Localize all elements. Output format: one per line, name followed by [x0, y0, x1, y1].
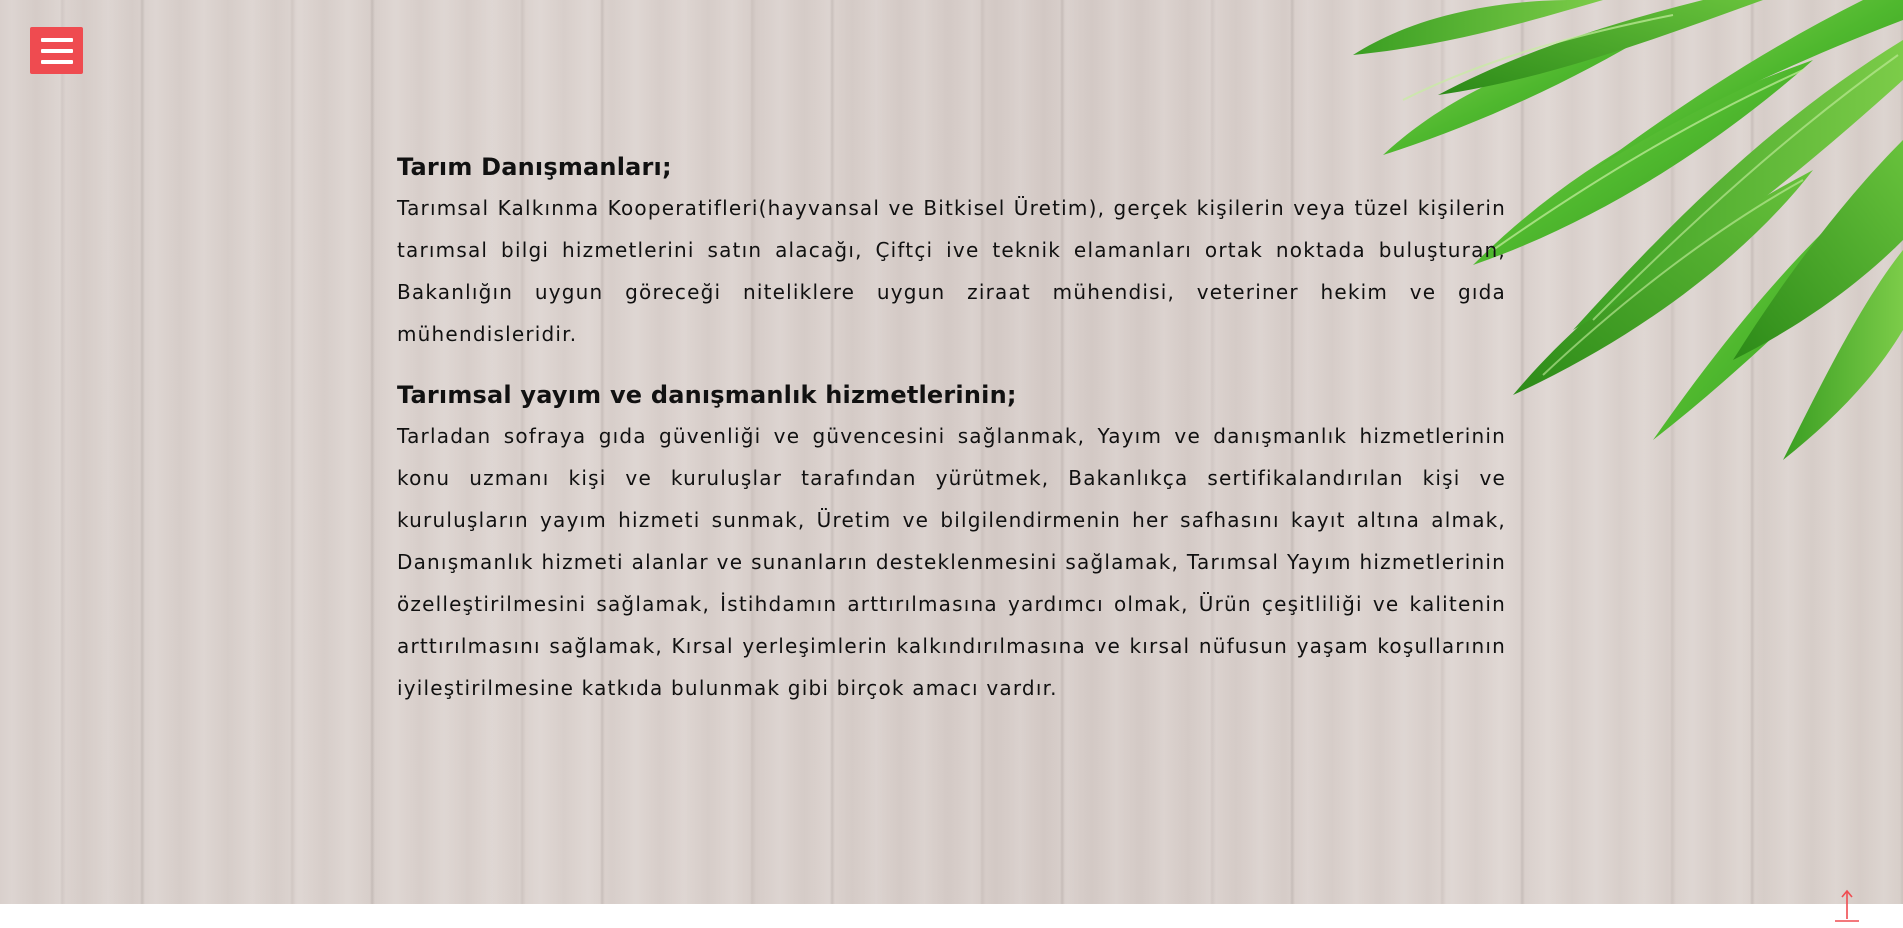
arrow-up-icon — [1834, 888, 1860, 924]
heading-yayim-danismanlik: Tarımsal yayım ve danışmanlık hizmetlerinin; — [397, 381, 1017, 409]
paragraph-tarim-danismanlari: Tarımsal Kalkınma Kooperatifleri(hayvansal ve Bitkisel Üretim), gerçek kişilerin veya tüzel kişilerin tarımsal bilgi hizmetlerini satın alacağı, Çiftçi ive teknik elamanları ortak noktada buluşturan, Bakanlığın uygun göreceği niteliklere uygun ziraat mühendisi, veteriner hekim ve gıda mühendisleridir. — [397, 196, 1506, 346]
heading-tarim-danismanlari: Tarım Danışmanları; — [397, 153, 672, 181]
content-block — [397, 147, 1506, 709]
scroll-to-top-button[interactable] — [1834, 888, 1860, 924]
menu-button[interactable] — [30, 27, 83, 74]
paragraph-yayim-danismanlik: Tarladan sofraya gıda güvenliği ve güvencesini sağlanmak, Yayım ve danışmanlık hizmetlerinin konu uzmanı kişi ve kuruluşlar tarafından yürütmek, Bakanlıkça sertifikalandırılan kişi ve kuruluşların yayım hizmeti sunmak, Üretim ve bilgilendirmenin her safhasını kayıt altına almak, Danışmanlık hizmeti alanlar ve sunanların desteklenmesini sağlamak, Tarımsal Yayım hizmetlerinin özelleştirilmesini sağlamak, İstihdamın arttırılmasına yardımcı olmak, Ürün çeşitliliği ve kalitenin arttırılmasını sağlamak, Kırsal yerleşimlerin kalkındırılmasına ve kırsal nüfusun yaşam koşullarının iyileştirilmesine katkıda bulunmak gibi birçok amacı vardır. — [397, 424, 1506, 700]
hamburger-menu-icon — [41, 38, 73, 64]
